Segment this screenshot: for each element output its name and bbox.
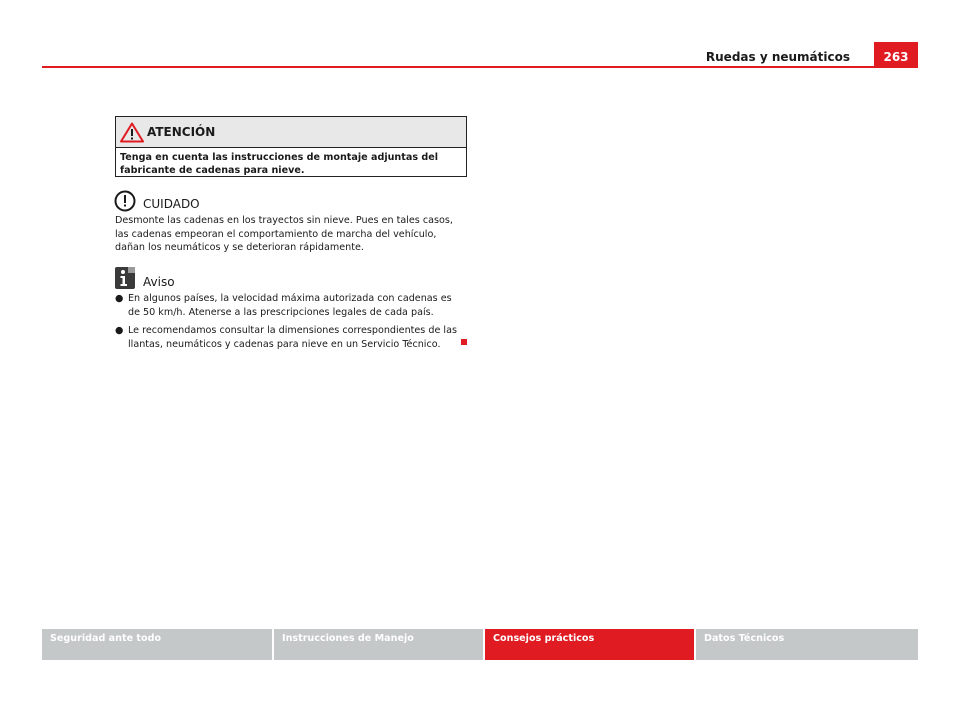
- bullet: ●: [115, 325, 124, 337]
- warning-box: [115, 116, 467, 177]
- warning-title: ATENCIÓN: [147, 125, 216, 139]
- end-of-section-mark: [461, 339, 467, 345]
- header-rule: [42, 66, 918, 68]
- tab-datos[interactable]: Datos Técnicos: [696, 629, 918, 660]
- list-item: [115, 324, 465, 351]
- bullet: ●: [115, 293, 124, 304]
- tab-instrucciones[interactable]: Instrucciones de Manejo: [274, 629, 483, 660]
- warning-text: Tenga en cuenta las instrucciones de montaje adjuntas del fabricante de cadenas para nieve.: [120, 152, 439, 176]
- page-number: 263: [874, 42, 918, 68]
- section-title: Ruedas y neumáticos: [705, 50, 850, 64]
- caution-text: Desmonte las cadenas en los trayectos sin nieve. Pues en tales casos, las cadenas empeoran el comportamiento de marcha del vehículo, dañan los neumáticos y se deterioran rápidamente.: [115, 215, 453, 254]
- list-item: [115, 292, 465, 319]
- note-title: Aviso: [143, 275, 175, 289]
- exclamation-circle-icon: [114, 190, 136, 216]
- note-item-text: Le recomendamos consultar la dimensiones correspondientes de las llantas, neumáticos y cadenas para nieve en un Servicio Técnico.: [128, 325, 457, 351]
- note-item-text: En algunos países, la velocidad máxima autorizada con cadenas es de 50 km/h. Atenerse a las prescripciones legales de cada país.: [128, 293, 452, 318]
- warning-header: [116, 117, 466, 148]
- tab-seguridad[interactable]: Seguridad ante todo: [42, 629, 272, 660]
- caution-title: CUIDADO: [143, 197, 200, 211]
- info-icon: [114, 266, 136, 294]
- note-list: [115, 292, 465, 357]
- footer-nav: [42, 629, 918, 660]
- tab-consejos[interactable]: Consejos prácticos: [485, 629, 694, 660]
- warning-triangle-icon: [120, 122, 144, 147]
